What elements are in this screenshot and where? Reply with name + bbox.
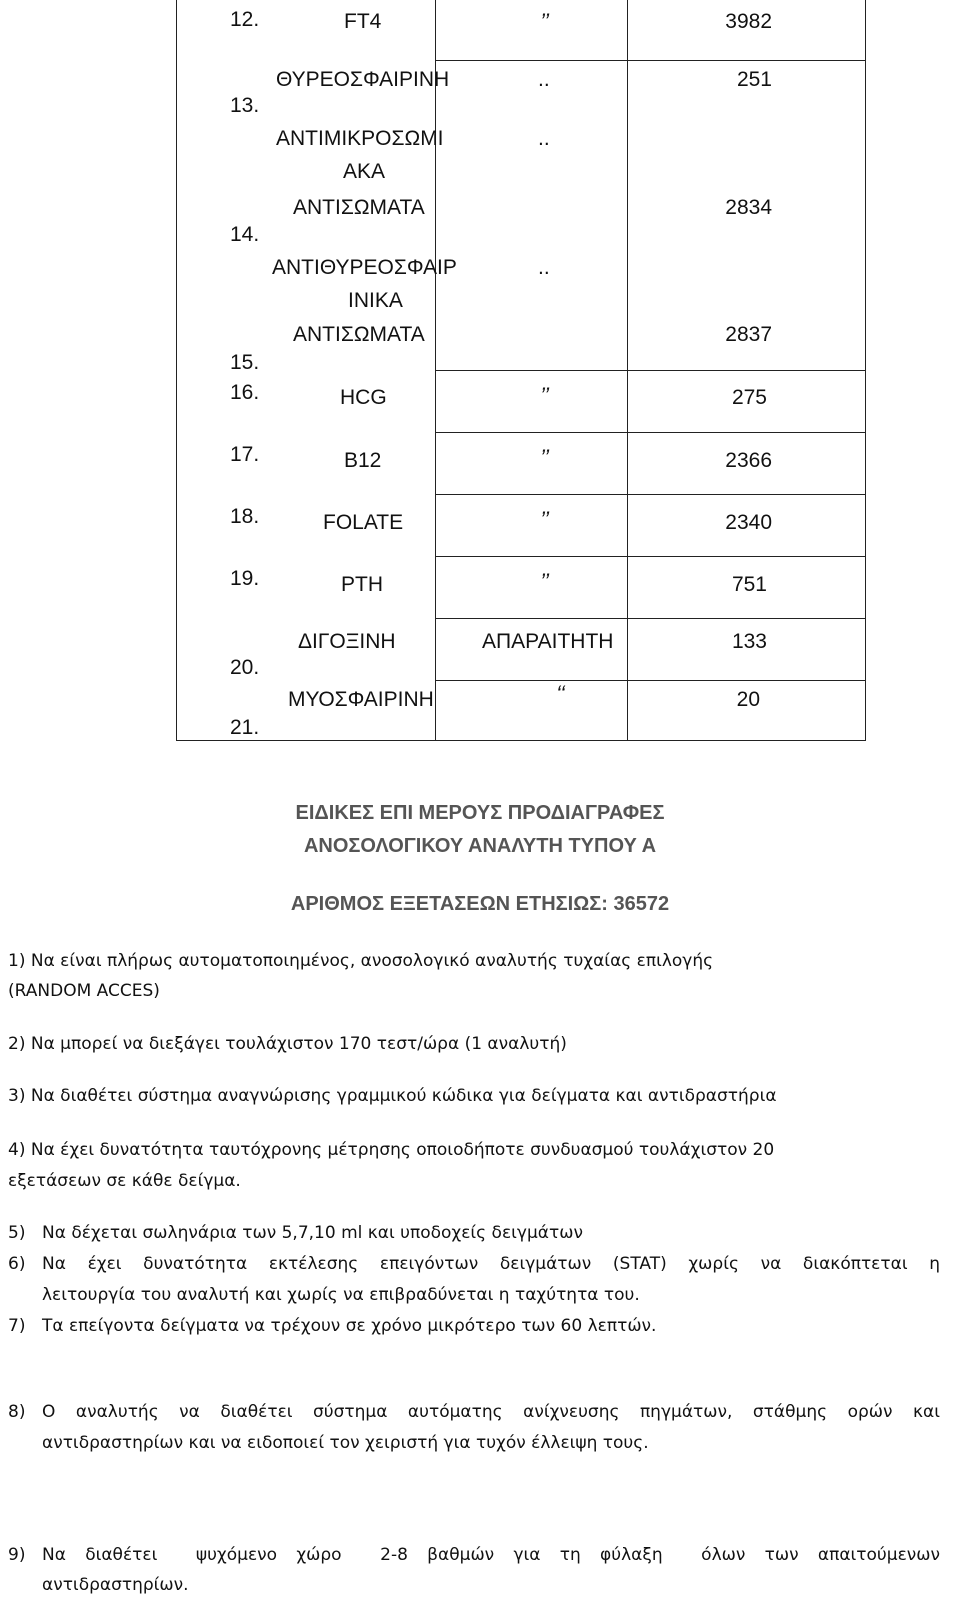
row-number: 17. <box>230 443 260 466</box>
annual-count: 20 <box>736 688 760 711</box>
ditto-mark: .. <box>538 127 550 150</box>
spec-9-number: 9) <box>8 1545 26 1565</box>
ditto-mark: ’’ <box>540 445 549 470</box>
row-number: 15. <box>230 351 260 374</box>
annual-count: 2837 <box>725 323 772 346</box>
spec-6-number: 6) <box>8 1254 26 1274</box>
spec-9-line-2: αντιδραστηρίων. <box>42 1575 189 1595</box>
spec-6-line-2: λειτουργία του αναλυτή και χωρίς να επιβραδύνεται η ταχύτητα του. <box>42 1285 640 1305</box>
row-number: 14. <box>230 223 260 246</box>
spec-6-line-1: Να έχει δυνατότητα εκτέλεσης επειγόντων δειγμάτων (STAT) χωρίς να διακόπτεται η <box>42 1254 940 1274</box>
section-heading-line-2: ΑΝΟΣΟΛΟΓΙΚΟΥ ΑΝΑΛΥΤΗ ΤΥΠΟΥ Α <box>303 835 657 857</box>
row-divider <box>435 60 865 61</box>
row-number: 13. <box>230 94 260 117</box>
annual-count: 275 <box>731 386 767 409</box>
test-name-cont: ΑΝΤΙΣΩΜΑΤΑ <box>293 323 425 346</box>
ditto-mark: ’’ <box>540 383 549 408</box>
test-name: B12 <box>344 449 382 472</box>
test-name: ΘΥΡΕΟΣΦΑΙΡΙΝΗ <box>276 68 450 91</box>
ditto-mark: ’’ <box>540 507 549 532</box>
test-name-cont: ΙΝΙΚΑ <box>348 289 403 312</box>
spec-5-number: 5) <box>8 1223 26 1243</box>
annual-count: 251 <box>736 68 772 91</box>
annual-count: 2834 <box>725 196 772 219</box>
test-name-cont: ΑΝΤΙΣΩΜΑΤΑ <box>293 196 425 219</box>
row-number: 18. <box>230 505 260 528</box>
row-number: 19. <box>230 567 260 590</box>
ditto-mark: .. <box>538 68 550 91</box>
test-name: ΑΝΤΙΘΥΡΕΟΣΦΑΙΡ <box>272 256 457 279</box>
annual-count: 2366 <box>725 449 772 472</box>
row-number: 12. <box>230 8 260 31</box>
spec-5: Να δέχεται σωληνάρια των 5,7,10 ml και υποδοχείς δειγμάτων <box>42 1223 583 1243</box>
annual-count: 751 <box>731 573 767 596</box>
ditto-mark: ’’ <box>540 569 549 594</box>
spec-1-line-2: (RANDOM ACCES) <box>8 981 160 1001</box>
row-divider <box>435 370 865 371</box>
row-number: 16. <box>230 381 260 404</box>
spec-8-line-1: Ο αναλυτής να διαθέτει σύστημα αυτόματης ανίχνευσης πηγμάτων, στάθμης ορών και <box>42 1402 940 1422</box>
spec-3: 3) Να διαθέτει σύστημα αναγνώρισης γραμμικού κώδικα για δείγματα και αντιδραστήρια <box>8 1086 777 1106</box>
spec-8-line-2: αντιδραστηρίων και να ειδοποιεί τον χειριστή για τυχόν έλλειψη τους. <box>42 1433 649 1453</box>
test-name: ΔΙΓΟΞΙΝΗ <box>298 630 396 653</box>
ditto-mark: .. <box>538 256 550 279</box>
row-number: 20. <box>230 656 260 679</box>
test-name: HCG <box>340 386 387 409</box>
row-divider <box>435 618 865 619</box>
test-name: PTH <box>341 573 383 596</box>
ditto-mark: ‘‘ <box>556 681 565 706</box>
test-name-cont: ΑΚΑ <box>343 160 386 183</box>
annual-tests-count: ΑΡΙΘΜΟΣ ΕΞΕΤΑΣΕΩΝ ΕΤΗΣΙΩΣ: 36572 <box>290 893 670 915</box>
test-name: FOLATE <box>323 511 404 534</box>
row-divider <box>435 556 865 557</box>
row-number: 21. <box>230 716 260 739</box>
test-name: FT4 <box>344 10 382 33</box>
spec-4-line-2: εξετάσεων σε κάθε δείγμα. <box>8 1171 241 1191</box>
row-divider <box>435 494 865 495</box>
annual-count: 2340 <box>725 511 772 534</box>
spec-7-number: 7) <box>8 1316 26 1336</box>
spec-9-line-1: Να διαθέτει ψυχόμενο χώρο 2-8 βαθμών για τη φύλαξη όλων των απαιτούμενων <box>42 1545 940 1565</box>
spec-1-line-1: 1) Να είναι πλήρως αυτοματοποιημένος, ανοσολογικό αναλυτής τυχαίας επιλογής <box>8 951 714 971</box>
section-heading-line-1: ΕΙΔΙΚΕΣ ΕΠΙ ΜΕΡΟΥΣ ΠΡΟΔΙΑΓΡΑΦΕΣ <box>295 802 665 824</box>
spec-7: Τα επείγοντα δείγματα να τρέχουν σε χρόνο μικρότερο των 60 λεπτών. <box>42 1316 657 1336</box>
spec-4-line-1: 4) Να έχει δυνατότητα ταυτόχρονης μέτρησης οποιοδήποτε συνδυασμού τουλάχιστον 20 <box>8 1140 775 1160</box>
requirement-label: ΑΠΑΡΑΙΤΗΤΗ <box>482 630 614 653</box>
ditto-mark: ’’ <box>540 9 549 34</box>
test-name: ΑΝΤΙΜΙΚΡΟΣΩΜΙ <box>276 127 444 150</box>
row-divider <box>435 432 865 433</box>
spec-2: 2) Να μπορεί να διεξάγει τουλάχιστον 170 τεστ/ώρα (1 αναλυτή) <box>8 1034 567 1054</box>
test-name: ΜΥΟΣΦΑΙΡΙΝΗ <box>288 688 434 711</box>
row-divider <box>435 680 865 681</box>
annual-count: 3982 <box>725 10 772 33</box>
annual-count: 133 <box>731 630 767 653</box>
spec-8-number: 8) <box>8 1402 26 1422</box>
